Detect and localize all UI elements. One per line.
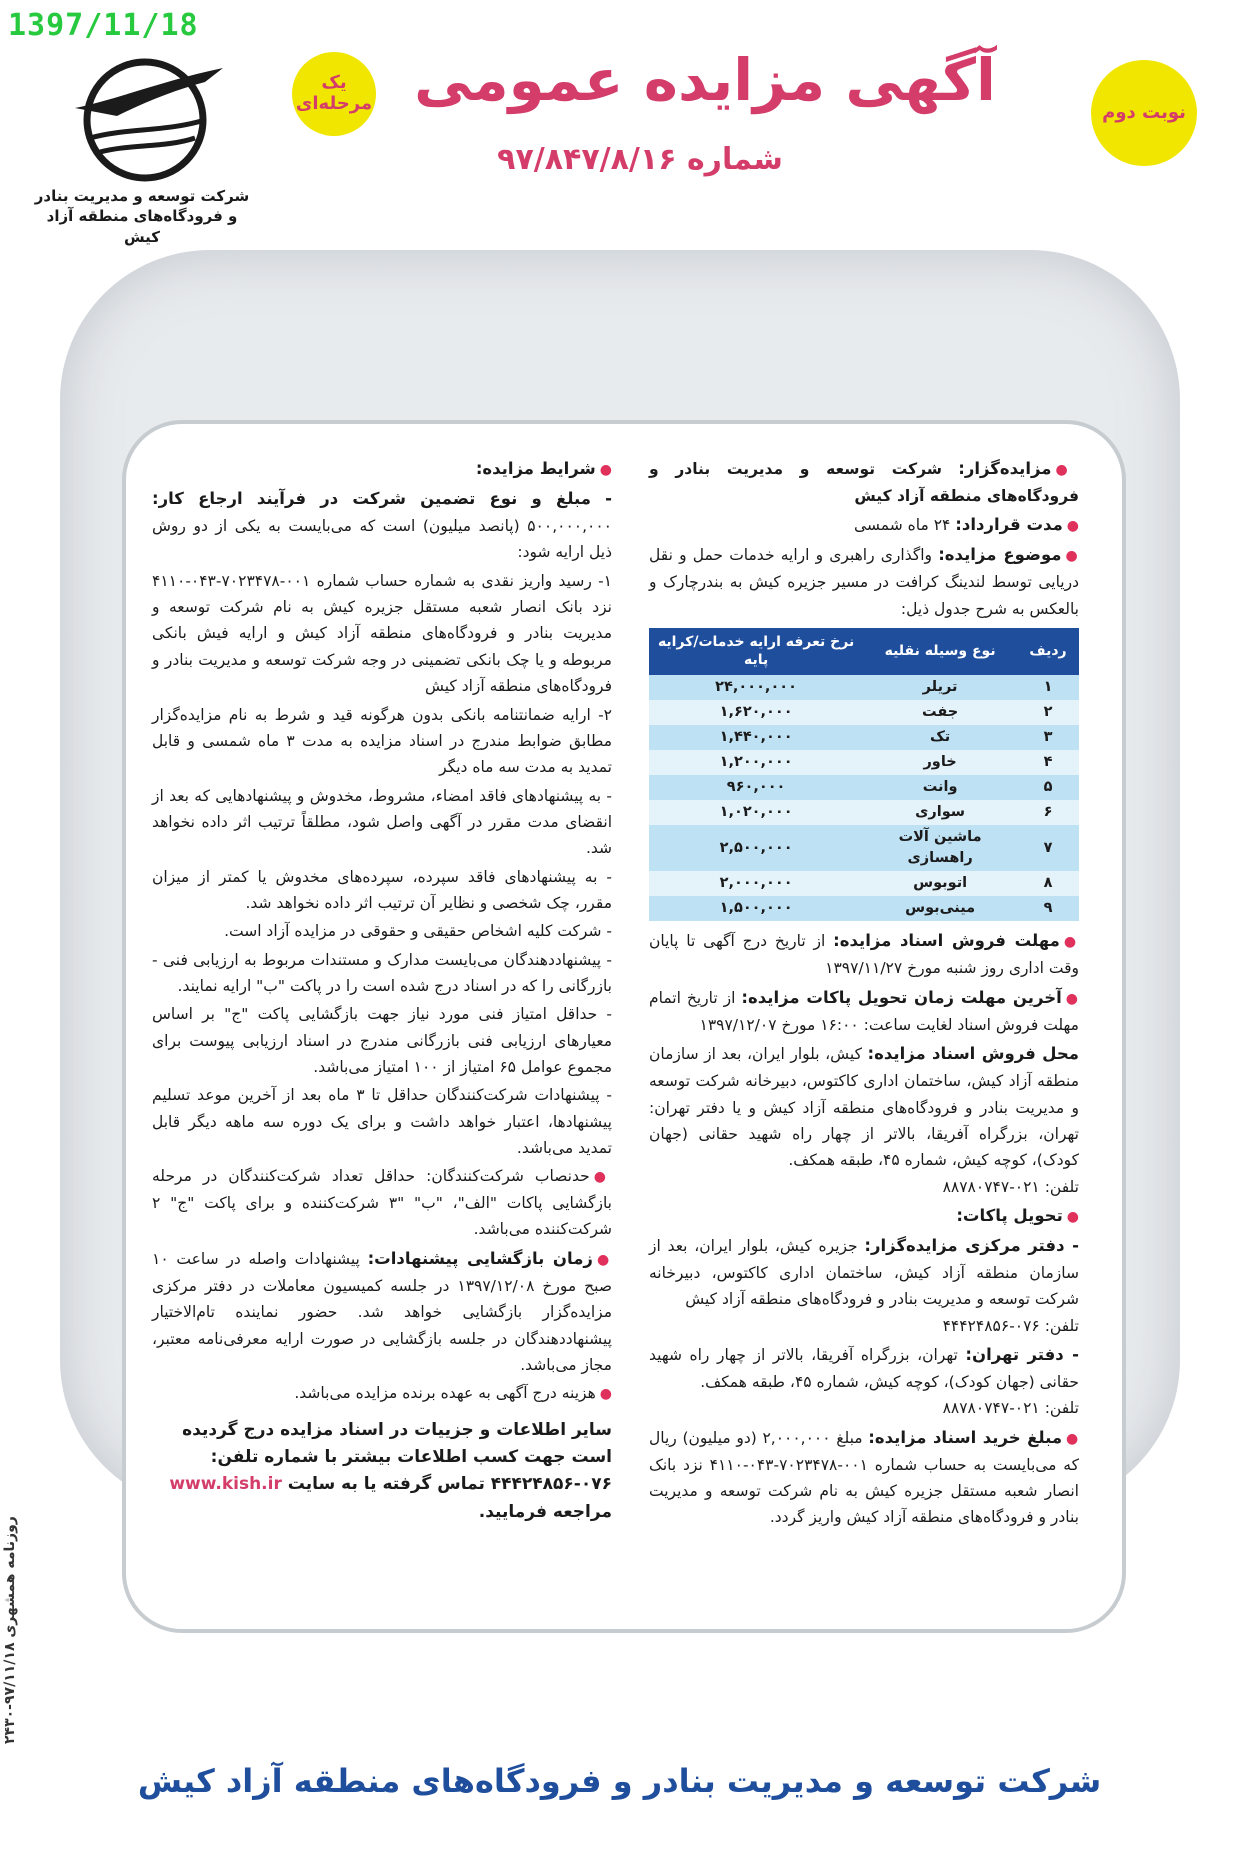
guarantee-option-1: ۱- رسید واریز نقدی به شماره حساب شماره ۰۰۱-۷۰۲۳۴۷۸-۰۴۳-۴۱۱۰ نزد بانک انصار شعبه مستقل جزیره کیش به نام شرکت توسعه و مدیریت بنادر و فرودگاه‌های منطقه آزاد کیش و ارایه فیش بانکی مربوطه و یا چک بانکی تضمینی در وجه شرکت توسعه و مدیریت بنادر و فرودگاه‌های منطقه آزاد کیش xyxy=(152,571,612,696)
opening-paragraph: ●زمان بازگشایی پیشنهادات: پیشنهادات واصله در ساعت ۱۰ صبح مورخ ۱۳۹۷/۱۲/۰۸ در جلسه کمیسیون معاملات در دفتر مرکزی مزایده‌گزار بازگشایی خواهد شد. حضور نماینده تام‌الاختیار پیشنهاددهندگان در جلسه بازگشایی در صورت ارایه معرفی‌نامه معتبر، مجاز می‌باشد. xyxy=(152,1248,612,1374)
table-row: ۹ مینی‌بوس ۱,۵۰۰,۰۰۰ xyxy=(649,896,1079,921)
condition-4: - پیشنهاددهندگان می‌بایست مدارک و مستندات مربوط به ارزیابی فنی - بازرگانی را که در اسناد درج شده است را در پاکت "ب" ارایه نمایند. xyxy=(152,950,612,995)
table-row: ۶ سواری ۱,۰۲۰,۰۰۰ xyxy=(649,800,1079,825)
guarantee-option-2: ۲- ارایه ضمانتنامه بانکی بدون هرگونه قید و شرط به نام مزایده‌گزار مطابق ضوابط مندرج در اسناد مزایده به مدت ۳ ماه شمسی و قابل تمدید به مدت سه ماه دیگر xyxy=(152,705,613,777)
bullet-icon: ● xyxy=(1063,934,1079,951)
fee-paragraph: ●مبلغ خرید اسناد مزایده: مبلغ ۲,۰۰۰,۰۰۰ (دو میلیون) ریال که می‌بایست به حساب شماره ۰۰۱-۷۰۲۳۴۷۸-۰۴۳-۴۱۱۰ نزد بانک انصار شعبه مستقل جزیره کیش به نام شرکت توسعه و مدیریت بنادر و فرودگاه‌های منطقه آزاد کیش واریز گردد. xyxy=(649,1427,1079,1527)
company-logo-icon xyxy=(55,50,235,190)
contract-paragraph: ●مدت قرارداد: ۲۴ ماه شمسی xyxy=(854,515,1079,535)
auction-number: شماره ۹۷/۸۴۷/۸/۱۶ xyxy=(497,142,783,177)
table-row: ۴ خاور ۱,۲۰۰,۰۰۰ xyxy=(649,750,1079,775)
table-header: نرخ تعرفه ارایه خدمات/کرایه پایه xyxy=(649,628,863,675)
bullet-icon: ● xyxy=(1066,518,1079,535)
guarantee-paragraph: - مبلغ و نوع تضمین شرکت در فرآیند ارجاع کار: ۵۰۰,۰۰۰,۰۰۰ (پانصد میلیون) است که می‌بایست به یکی از دو روش ذیل ارایه شود: xyxy=(152,489,612,562)
company-name-small: شرکت توسعه و مدیریت بنادر و فرودگاه‌های منطقه آزاد کیش xyxy=(34,187,250,246)
packet-deadline-paragraph: ●آخرین مهلت زمان تحویل پاکات مزایده: از تاریخ اتمام مهلت فروش اسناد لغایت ساعت: ۱۶:۰۰ مورخ ۱۳۹۷/۱۲/۰۷ xyxy=(649,987,1080,1034)
table-row: ۳ تک ۱,۴۴۰,۰۰۰ xyxy=(649,725,1079,750)
condition-5: - حداقل امتیاز فنی مورد نیاز جهت بازگشایی پاکت "ج" بر اساس معیارهای ارزیابی فنی بازرگانی مندرج در اسناد ارزیابی پیوست برای مجموع عوامل ۶۵ امتیاز از ۱۰۰ امتیاز می‌باشد. xyxy=(152,1005,612,1076)
bullet-icon: ● xyxy=(1066,1208,1079,1225)
second-round-badge: نوبت دوم xyxy=(1091,60,1197,166)
bullet-icon: ● xyxy=(596,1251,612,1268)
condition-2: - به پیشنهادهای فاقد سپرده، سپرده‌های مخدوش یا کمتر از میزان مقرر، چک شخصی و نظایر آن ترتیب اثر داده نخواهد شد. xyxy=(152,867,612,912)
page-title: آگهی مزایده عمومی xyxy=(414,46,996,114)
bullet-icon: ● xyxy=(1055,462,1080,478)
sale-place-paragraph: محل فروش اسناد مزایده: کیش، بلوار ایران، بعد از سازمان منطقه آزاد کیش، ساختمان اداری کاکتوس، دبیرخانه شرکت توسعه و مدیریت بنادر و فرودگاه‌های منطقه آزاد کیش و یا دفتر تهران: تهران، بزرگراه آفریقا، بالاتر از چهار راه شهید حقانی (جهان کودک)، کوچه کیش، شماره ۴۵، طبقه همکف. تلفن: ۰۲۱-۸۸۷۸۰۷۴۷ xyxy=(649,1044,1079,1196)
hq-paragraph: - دفتر مرکزی مزایده‌گزار: جزیره کیش، بلوار ایران، بعد از سازمان منطقه آزاد کیش، ساختمان اداری کاکتوس، دبیرخانه شرکت توسعه و مدیریت بنادر و فرودگاه‌های منطقه آزاد کیش تلفن: ۰۷۶-۴۴۴۲۴۸۵۶ xyxy=(649,1235,1079,1335)
single-stage-badge: یک مرحله‌ای xyxy=(292,52,376,136)
tehran-paragraph: - دفتر تهران: تهران، بزرگراه آفریقا، بالاتر از چهار راه شهید حقانی (جهان کودک)، کوچه کیش، شماره ۴۵، طبقه همکف. تلفن: ۰۲۱-۸۸۷۸۰۷۴۷ xyxy=(649,1345,1079,1418)
newspaper-strip: روزنامه همشهری ۹۷/۱۱/۱۸-۲۴۳۰ xyxy=(2,1516,18,1744)
bullet-icon: ● xyxy=(1066,1430,1079,1447)
left-column xyxy=(152,455,612,1543)
table-row: ۱ تریلر ۲۴,۰۰۰,۰۰۰ xyxy=(649,675,1079,700)
conditions-heading: ●شرایط مزایده: xyxy=(475,459,612,478)
deadline-paragraph: ●مهلت فروش اسناد مزایده: از تاریخ درج آگهی تا پایان وقت اداری روز شنبه مورخ ۱۳۹۷/۱۱/۲۷ xyxy=(649,931,1079,978)
condition-6: - پیشنهادات شرکت‌کنندگان حداقل تا ۳ ماه بعد از آخرین موعد تسلیم پیشنهادها، اعتبار خواهد داشت و برای یک دوره سه ماهه دیگر قابل تمدید می‌باشد. xyxy=(152,1086,612,1157)
bullet-icon: ● xyxy=(593,1169,612,1186)
date-stamp: 1397/11/18 xyxy=(8,8,199,43)
table-row: ۸ اتوبوس ۲,۰۰۰,۰۰۰ xyxy=(649,871,1079,896)
delivery-heading: ●تحویل پاکات: xyxy=(956,1205,1079,1225)
table-header: ردیف xyxy=(1017,628,1079,675)
footer-company-name: شرکت توسعه و مدیریت بنادر و فرودگاه‌های منطقه آزاد کیش xyxy=(137,1762,1102,1800)
table-header: نوع وسیله نقلیه xyxy=(863,628,1017,675)
condition-1: - به پیشنهادهای فاقد امضاء، مشروط، مخدوش و پیشنهادهایی که بعد از انقضای مدت مقرر در آگهی واصل شود، مطلقاً ترتیب اثر داده نخواهد شد. xyxy=(152,786,612,858)
table-row: ۷ ماشین آلات راهسازی ۲,۵۰۰,۰۰۰ xyxy=(649,825,1079,871)
condition-3: - شرکت کلیه اشخاص حقیقی و حقوقی در مزایده آزاد است. xyxy=(224,922,612,941)
table-row: ۵ وانت ۹۶۰,۰۰۰ xyxy=(649,775,1079,800)
bullet-icon: ● xyxy=(599,462,612,478)
closing-paragraph: سایر اطلاعات و جزییات در اسناد مزایده درج گردیده است جهت کسب اطلاعات بیشتر با شماره تلفن: ۰۷۶-۴۴۴۲۴۸۵۶ تماس گرفته یا به سایت www.kish.ir مراجعه فرمایید. xyxy=(169,1420,612,1522)
auctioneer-paragraph: ●مزایده‌گزار: شرکت توسعه و مدیریت بنادر و فرودگاه‌های منطقه آزاد کیش xyxy=(649,459,1080,506)
tariff-table xyxy=(649,628,1079,921)
bullet-icon: ● xyxy=(1065,548,1079,565)
website-link[interactable]: www.kish.ir xyxy=(169,1474,282,1495)
bullet-icon: ● xyxy=(1065,990,1080,1007)
quorum-paragraph: ●حدنصاب شرکت‌کنندگان: حداقل تعداد شرکت‌کنندگان در مرحله بازگشایی پاکات "الف"، "ب" "۳ شرکت‌کننده و برای پاکت "ج" ۲ شرکت‌کننده می‌باشد. xyxy=(152,1167,612,1239)
table-row: ۲ جفت ۱,۶۲۰,۰۰۰ xyxy=(649,700,1079,725)
subject-paragraph: ●موضوع مزایده: واگذاری راهبری و ارایه خدمات حمل و نقل دریایی توسط لندینگ کرافت در مسیر جزیره کیش به بندرچارک و بالعکس به شرح جدول ذیل: xyxy=(649,545,1079,618)
bullet-icon: ● xyxy=(599,1386,612,1403)
cost-paragraph: ●هزینه درج آگهی به عهده برنده مزایده می‌باشد. xyxy=(294,1384,612,1403)
right-column xyxy=(649,455,1079,1533)
